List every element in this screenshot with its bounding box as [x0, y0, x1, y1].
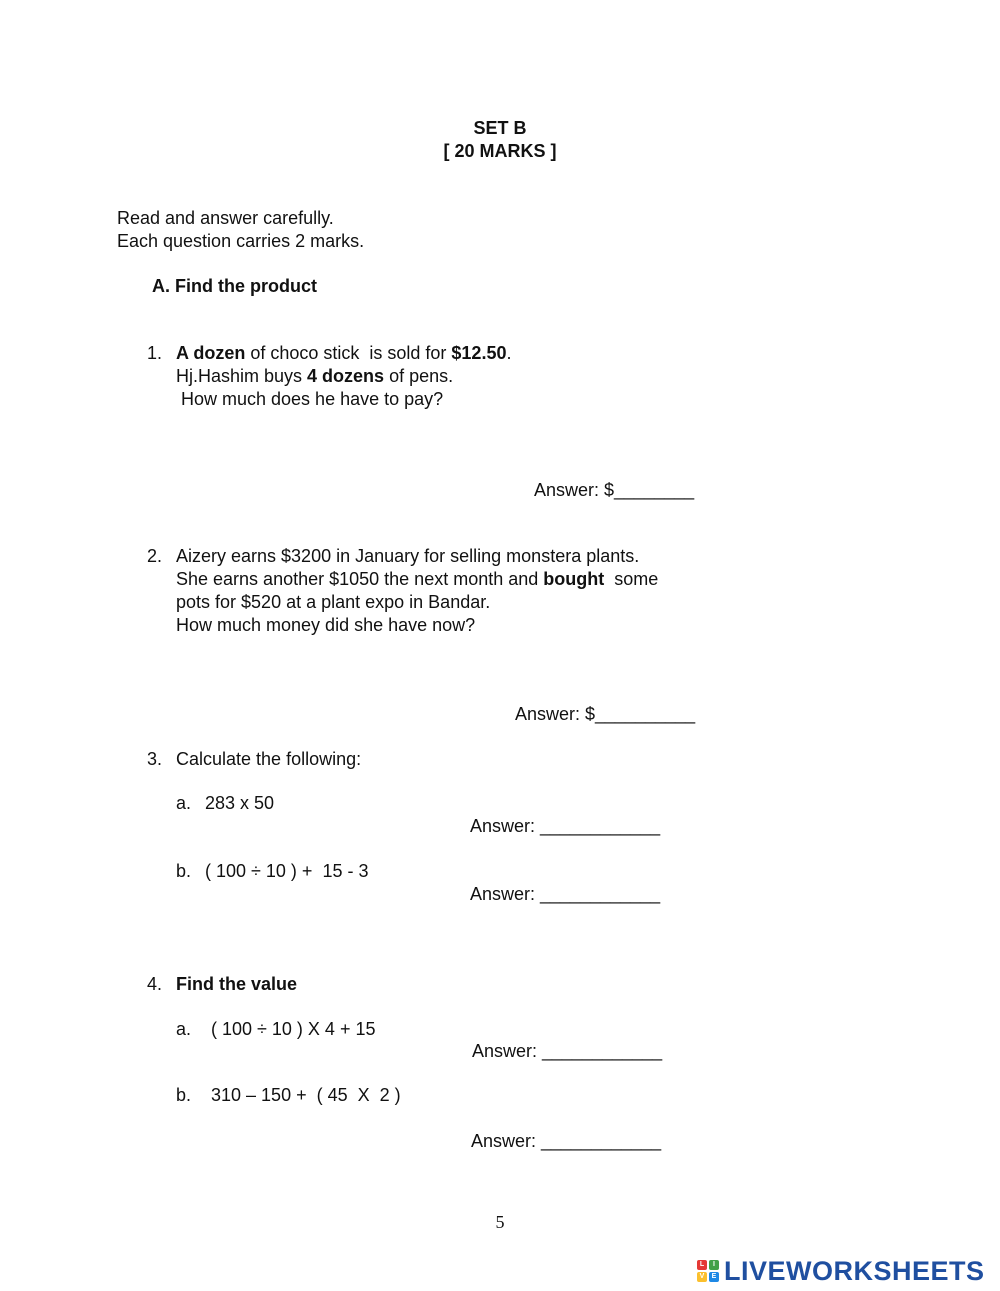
instruction-line-2: Each question carries 2 marks.	[117, 231, 365, 251]
text: She earns another $1050 the next month and	[176, 569, 544, 589]
brand-name: LIVEWORKSHEETS	[724, 1255, 985, 1286]
logo-block: L	[697, 1260, 707, 1270]
question-number: 3.	[147, 749, 163, 769]
bold-text: A dozen	[176, 343, 246, 363]
question-line: How much does he have to pay?	[176, 389, 444, 409]
marks-label: [ 20 MARKS ]	[443, 141, 557, 161]
answer-field[interactable]: Answer: ____________	[470, 884, 661, 904]
answer-field[interactable]: Answer: $________	[534, 480, 695, 500]
bold-text: $12.50	[451, 343, 507, 363]
sub-question-expression: 283 x 50	[205, 793, 275, 813]
question-title: Find the value	[176, 974, 298, 994]
sub-question-label: a.	[176, 1019, 192, 1039]
logo-block: E	[709, 1272, 719, 1282]
logo-block: V	[697, 1272, 707, 1282]
question-number: 2.	[147, 546, 163, 566]
text: .	[506, 343, 512, 363]
page-number: 5	[495, 1212, 505, 1232]
question-line	[176, 568, 658, 591]
question-number: 1.	[147, 343, 163, 363]
sub-question-label: b.	[176, 1085, 192, 1105]
text: Hj.Hashim buys	[176, 366, 308, 386]
question-line	[176, 365, 453, 388]
bold-text: bought	[543, 569, 605, 589]
answer-field[interactable]: Answer: ____________	[472, 1041, 663, 1061]
question-number: 4.	[147, 974, 163, 994]
answer-field[interactable]: Answer: ____________	[471, 1131, 662, 1151]
question-line: Aizery earns $3200 in January for selling monstera plants.	[176, 546, 640, 566]
text: of choco stick is sold for	[245, 343, 452, 363]
answer-field[interactable]: Answer: ____________	[470, 816, 661, 836]
text: of pens.	[384, 366, 454, 386]
set-title: SET B	[473, 118, 527, 138]
logo-blocks-icon	[697, 1260, 719, 1282]
sub-question-label: a.	[176, 793, 192, 813]
logo-block: I	[709, 1260, 719, 1270]
sub-question-expression: ( 100 ÷ 10 ) X 4 + 15	[206, 1019, 376, 1039]
sub-question-label: b.	[176, 861, 192, 881]
sub-question-expression: ( 100 ÷ 10 ) + 15 - 3	[205, 861, 369, 881]
question-line: How much money did she have now?	[176, 615, 476, 635]
answer-field[interactable]: Answer: $__________	[515, 704, 696, 724]
liveworksheets-logo	[697, 1253, 985, 1289]
question-line: pots for $520 at a plant expo in Bandar.	[176, 592, 491, 612]
instruction-line-1: Read and answer carefully.	[117, 208, 334, 228]
section-a-title: A. Find the product	[152, 276, 317, 296]
sub-question-expression: 310 – 150 + ( 45 X 2 )	[206, 1085, 401, 1105]
text: some	[604, 569, 659, 589]
question-title: Calculate the following:	[176, 749, 362, 769]
question-line	[176, 342, 511, 365]
bold-text: 4 dozens	[307, 366, 385, 386]
